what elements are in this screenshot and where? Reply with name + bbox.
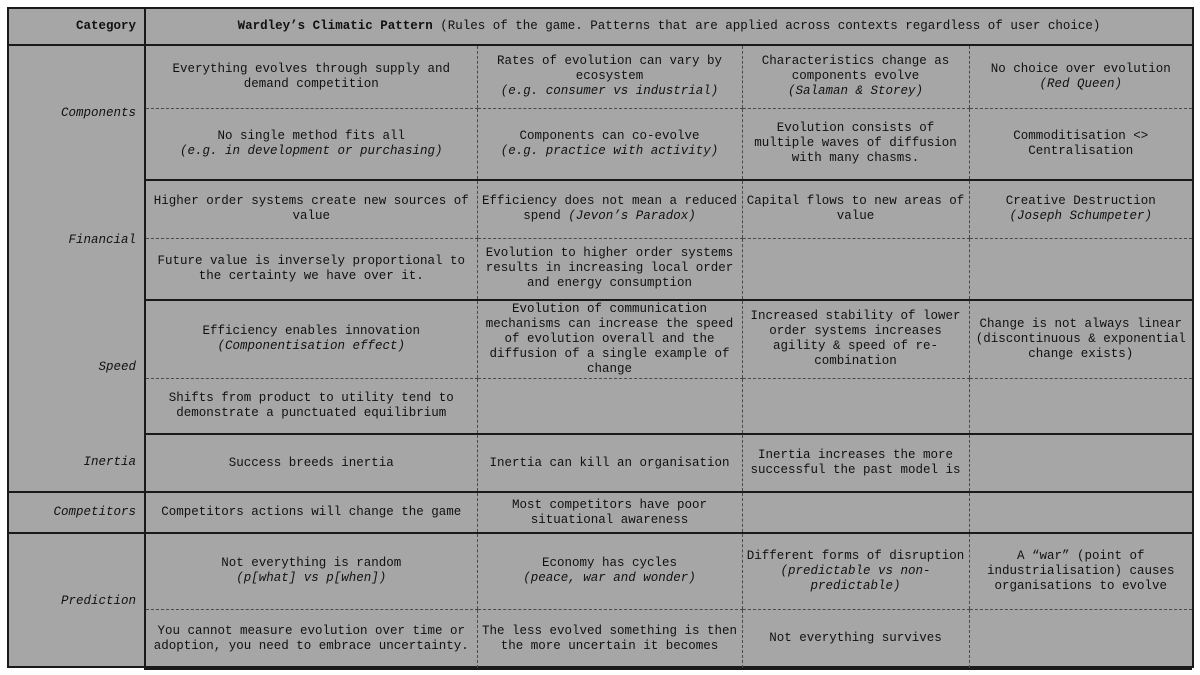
- pattern-cell: [742, 609, 969, 669]
- pattern-text: Change is not always linear (discontinuous & exponential change exists): [975, 316, 1186, 361]
- table-row: [9, 533, 1192, 609]
- pattern-text: Efficiency does not mean a reduced spend: [481, 194, 738, 224]
- pattern-cell: [145, 180, 477, 238]
- category-label: Inertia: [9, 434, 145, 492]
- pattern-cell: [145, 492, 477, 533]
- category-label: Prediction: [9, 533, 145, 669]
- pattern-cell: [969, 300, 1192, 378]
- pattern-text: Different forms of disruption: [746, 548, 965, 563]
- pattern-cell: [742, 45, 969, 108]
- category-label: Components: [9, 45, 145, 180]
- pattern-text: Higher order systems create new sources of value: [153, 194, 469, 224]
- table-row: [9, 434, 1192, 492]
- pattern-cell: [742, 238, 969, 300]
- pattern-cell: [477, 45, 742, 108]
- table-row: [9, 45, 1192, 108]
- table-row: [9, 300, 1192, 378]
- pattern-cell: [477, 609, 742, 669]
- pattern-note: (peace, war and wonder): [523, 571, 696, 586]
- pattern-text: Increased stability of lower order systems increases agility & speed of re-combination: [750, 309, 961, 369]
- table-row: [9, 378, 1192, 434]
- pattern-cell: [477, 378, 742, 434]
- pattern-text: Not everything is random: [221, 556, 402, 571]
- header-row: [9, 9, 1192, 45]
- climatic-patterns-table-container: [7, 7, 1194, 668]
- table-title-subtitle: (Rules of the game. Patterns that are applied across contexts regardless of user choice): [432, 19, 1101, 33]
- pattern-text: Competitors actions will change the game: [161, 505, 462, 519]
- pattern-note: (Red Queen): [1039, 76, 1122, 91]
- pattern-note: (predictable vs non-predictable): [780, 563, 931, 593]
- pattern-note: (e.g. in development or purchasing): [179, 143, 443, 158]
- pattern-text: Components can co-evolve: [519, 128, 700, 143]
- pattern-text: Most competitors have poor situational awareness: [511, 497, 708, 527]
- pattern-text: Evolution of communication mechanisms can increase the speed of evolution overall and the diffusion of a single example of change: [485, 301, 734, 376]
- pattern-cell: [969, 609, 1192, 669]
- pattern-cell: [742, 533, 969, 609]
- pattern-note: (p[what] vs p[when]): [236, 571, 387, 586]
- pattern-text: Shifts from product to utility tend to demonstrate a punctuated equilibrium: [168, 390, 454, 420]
- table-body: [9, 45, 1192, 669]
- pattern-text: Economy has cycles: [541, 556, 678, 571]
- pattern-text: Success breeds inertia: [228, 455, 394, 470]
- category-label: Financial: [9, 180, 145, 300]
- pattern-cell: [969, 108, 1192, 180]
- pattern-note: (Joseph Schumpeter): [1009, 209, 1153, 224]
- table-title-bold: Wardley’s Climatic Pattern: [237, 19, 433, 33]
- pattern-cell: [742, 492, 969, 533]
- category-header: Category: [9, 9, 145, 45]
- pattern-text: Characteristics change as components evolve: [761, 54, 950, 84]
- pattern-text: Everything evolves through supply and demand competition: [172, 61, 451, 91]
- pattern-cell: [969, 45, 1192, 108]
- pattern-text: Future value is inversely proportional to the certainty we have over it.: [157, 253, 466, 283]
- pattern-text: Evolution consists of multiple waves of diffusion with many chasms.: [754, 121, 957, 166]
- pattern-cell: [969, 533, 1192, 609]
- category-label: Competitors: [9, 492, 145, 533]
- pattern-note: (Salaman & Storey): [787, 84, 924, 99]
- pattern-text: A “war” (point of industrialisation) causes organisations to evolve: [986, 548, 1175, 593]
- pattern-cell: [742, 378, 969, 434]
- table-row: [9, 108, 1192, 180]
- pattern-cell: [145, 108, 477, 180]
- pattern-note: (Componentisation effect): [217, 339, 406, 354]
- pattern-cell: [742, 300, 969, 378]
- table-row: [9, 609, 1192, 669]
- pattern-cell: [969, 434, 1192, 492]
- pattern-cell: [477, 533, 742, 609]
- pattern-cell: [145, 300, 477, 378]
- pattern-text: Capital flows to new areas of value: [746, 194, 965, 224]
- pattern-cell: [742, 180, 969, 238]
- pattern-text: No single method fits all: [217, 128, 406, 143]
- pattern-text: Creative Destruction: [1005, 194, 1156, 209]
- pattern-cell: [742, 108, 969, 180]
- pattern-cell: [477, 492, 742, 533]
- pattern-cell: [145, 45, 477, 108]
- table-row: [9, 180, 1192, 238]
- pattern-text: Not everything survives: [769, 631, 942, 646]
- pattern-cell: [145, 378, 477, 434]
- pattern-cell: [145, 238, 477, 300]
- table-row: [9, 492, 1192, 533]
- pattern-text: Inertia can kill an organisation: [489, 455, 730, 470]
- pattern-text: You cannot measure evolution over time or adoption, you need to embrace uncertainty.: [153, 623, 469, 653]
- pattern-note: (Jevon’s Paradox): [568, 209, 696, 224]
- pattern-text: Inertia increases the more successful the past model is: [750, 448, 961, 477]
- pattern-text: Efficiency enables innovation: [202, 324, 421, 339]
- climatic-patterns-table: [9, 9, 1192, 670]
- pattern-text: Rates of evolution can vary by ecosystem: [496, 54, 723, 84]
- pattern-cell: [145, 609, 477, 669]
- pattern-cell: [477, 434, 742, 492]
- pattern-text: Commoditisation <> Centralisation: [1013, 128, 1149, 158]
- pattern-cell: [477, 300, 742, 378]
- pattern-text: No choice over evolution: [990, 61, 1171, 76]
- pattern-cell: [477, 238, 742, 300]
- pattern-cell: [969, 180, 1192, 238]
- pattern-text: Evolution to higher order systems results in increasing local order and energy consumption: [485, 246, 734, 291]
- pattern-note: (e.g. practice with activity): [500, 143, 719, 158]
- pattern-text: The less evolved something is then the more uncertain it becomes: [481, 623, 738, 653]
- category-label: Speed: [9, 300, 145, 434]
- pattern-cell: [145, 533, 477, 609]
- pattern-cell: [969, 492, 1192, 533]
- pattern-cell: [969, 378, 1192, 434]
- pattern-cell: [477, 108, 742, 180]
- table-row: [9, 238, 1192, 300]
- pattern-cell: [145, 434, 477, 492]
- pattern-cell: [477, 180, 742, 238]
- table-title: [145, 9, 1192, 45]
- pattern-cell: [742, 434, 969, 492]
- pattern-note: (e.g. consumer vs industrial): [500, 84, 719, 99]
- pattern-cell: [969, 238, 1192, 300]
